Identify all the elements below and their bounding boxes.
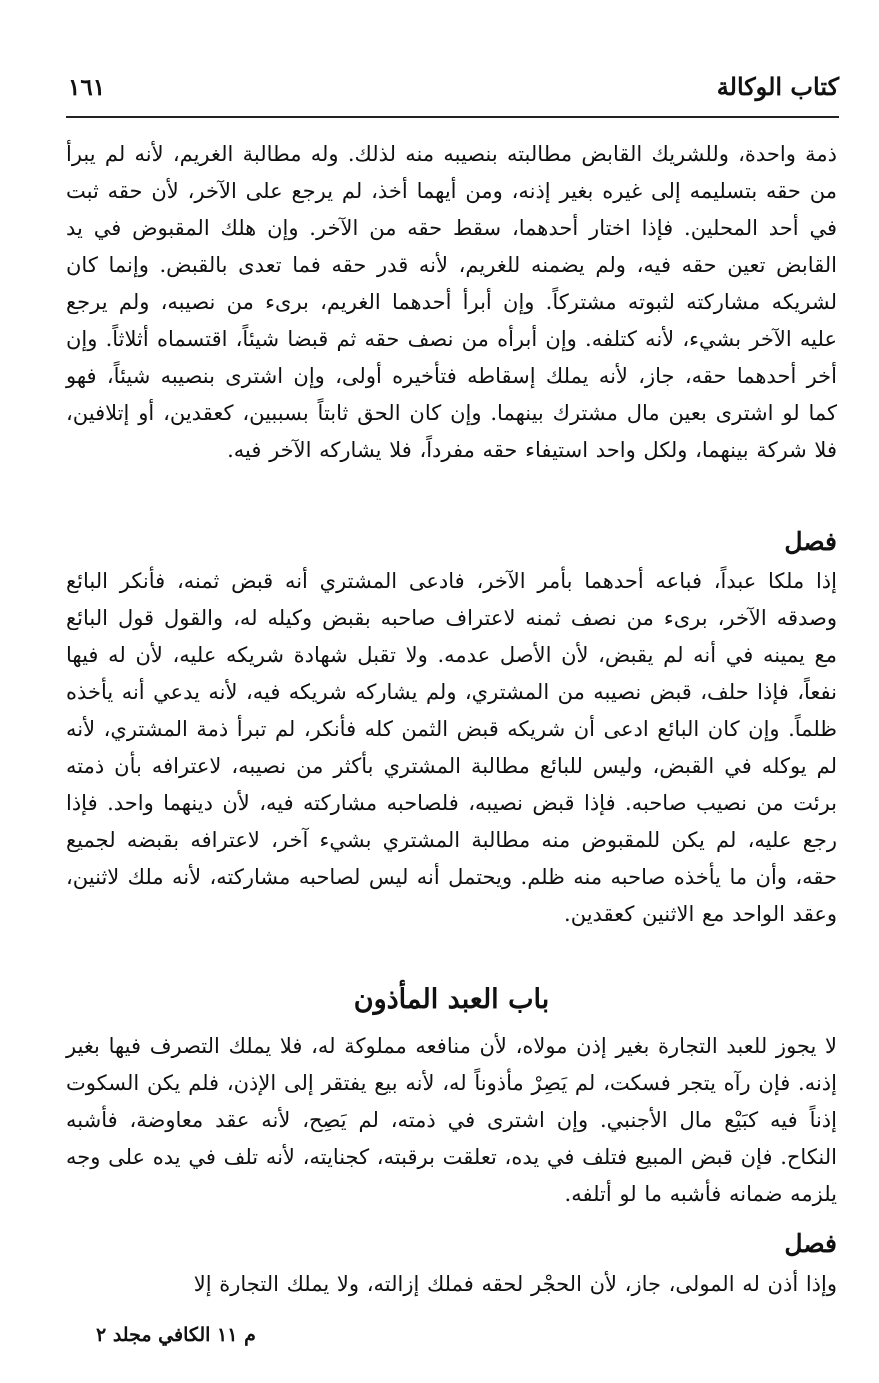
paragraph-block-3	[66, 1028, 837, 1213]
paragraph-3: لا يجوز للعبد التجارة بغير إذن مولاه، لأن منافعه مملوكة له، فلا يملك التصرف فيها بغير إذنه. فإن رآه يتجر فسكت، لم يَصِرْ مأذوناً له، لأنه بيع يفتقر إلى الإذن، فلم يكن السكوت إذناً فيه كبَيْع مال الأجنبي. وإن اشترى في ذمته، لم يَصِح، لأنه عقد معاوضة، فأشبه النكاح. فإن قبض المبيع فتلف في يده، تعلقت برقبته، كجنايته، لأنه تلف في يده على وجه يلزمه ضمانه فأشبه ما لو أتلفه.	[66, 1034, 837, 1206]
chapter-heading-block	[66, 980, 837, 1020]
paragraph-block-4	[66, 1266, 837, 1303]
section-heading-fasl-1: فصل	[784, 527, 837, 556]
page-number: ١٦١	[68, 74, 106, 101]
section-heading-fasl-2: فصل	[784, 1229, 837, 1258]
running-header	[66, 72, 839, 118]
paragraph-block-2	[66, 563, 837, 933]
paragraph-block-1	[66, 136, 837, 469]
paragraph-2: إذا ملكا عبداً، فباعه أحدهما بأمر الآخر، فادعى المشتري أنه قبض ثمنه، فأنكر البائع وصدقه الآخر، برىء من نصف ثمنه لاعتراف صاحبه بقبض وكيله له، والقول قول البائع مع يمينه في أنه لم يقبض، لأن الأصل عدمه. ولا تقبل شهادة شريكه عليه، لأن له فيها نفعاً، فإذا حلف، قبض نصيبه من المشتري، ولم يشاركه شريكه فيه، لأنه يدعي أنه يأخذه ظلماً. وإن كان البائع ادعى أن شريكه قبض الثمن كله فأنكر، لم تبرأ ذمة المشتري، لأنه لم يوكله في القبض، وليس للبائع مطالبة المشتري بأكثر من نصيبه، لاعترافه بأن ذمته برئت من نصيب صاحبه. فإذا قبض نصيبه، فلصاحبه مشاركته فيه، لأن دينهما واحد. فإذا رجع عليه، لم يكن للمقبوض منه مطالبة المشتري بشيء آخر، لاعترافه بقبضه لجميع حقه، وأن ما يأخذه صاحبه منه ظلم. ويحتمل أنه ليس لصاحبه مشاركته، لأنه ملك لاثنين، وعقد الواحد مع الاثنين كعقدين.	[66, 569, 837, 926]
paragraph-4: وإذا أذن له المولى، جاز، لأن الحجْر لحقه فملك إزالته، ولا يملك التجارة إلا	[193, 1272, 837, 1296]
footer-signature: م ١١ الكافي مجلد ٢	[96, 1324, 256, 1346]
section-fasl-1	[66, 522, 837, 562]
paragraph-1: ذمة واحدة، وللشريك القابض مطالبته بنصيبه منه لذلك. وله مطالبة الغريم، لأنه لم يبرأ من حقه بتسليمه إلى غيره بغير إذنه، ومن أيهما أخذ، لم يرجع على الآخر، لأن حقه ثبت في أحد المحلين. فإذا اختار أحدهما، سقط حقه من الآخر. وإن هلك المقبوض في يد القابض تعين حقه فيه، ولم يضمنه للغريم، لأنه قدر حقه فما تعدى بالقبض. وإنما كان لشريكه مشاركته لثبوته مشتركاً. وإن أبرأ أحدهما الغريم، برىء من نصيبه، ولم يرجع عليه الآخر بشيء، لأنه كتلفه. وإن أبرأه من نصف حقه ثم قبضا شيئاً، اقتسماه أثلاثاً. وإن أخر أحدهما حقه، جاز، لأنه يملك إسقاطه فتأخيره أولى، وإن اشترى بنصيبه شيئاً، فهو كما لو اشترى بعين مال مشترك بينهما. وإن كان الحق ثابتاً بسببين، كعقدين، أو إتلافين، فلا شركة بينهما، ولكل واحد استيفاء حقه مفرداً، فلا يشاركه الآخر فيه.	[66, 142, 837, 462]
chapter-heading: باب العبد المأذون	[353, 984, 550, 1015]
running-title: كتاب الوكالة	[716, 72, 839, 101]
section-fasl-2	[66, 1224, 837, 1264]
